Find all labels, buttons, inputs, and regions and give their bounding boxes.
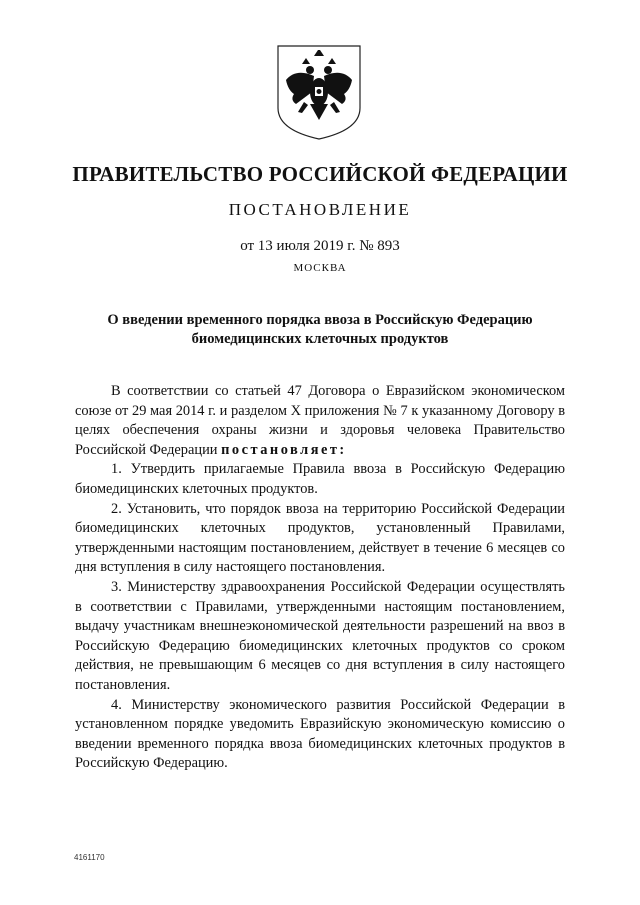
- decree-title: [60, 311, 580, 349]
- resolves-keyword: постановляет:: [221, 441, 347, 458]
- item-paragraph: 1. Утвердить прилагаемые Правила ввоза в Российскую Федерацию биомедицинских клеточных продуктов.: [75, 461, 565, 497]
- item-paragraph: 2. Установить, что порядок ввоза на территорию Российской Федерации биомедицинских клеточных продуктов, установленный Правилами, утвержденными настоящим постановлением, действует в течение 6 месяцев со дня вступления в силу настоящего постановления.: [75, 500, 565, 576]
- decree-title-line: биомедицинских клеточных продуктов: [191, 331, 449, 347]
- item-paragraph: 3. Министерству здравоохранения Российской Федерации осуществлять в соответствии с Правилами, утвержденными настоящим постановлением, выдачу участникам внешнеэкономической деятельности разрешений на ввоз в Российскую Федерацию биомедицинских клеточных продуктов со сроком действия, не превышающим 6 месяцев со дня вступления в силу настоящего постановления.: [75, 578, 565, 693]
- decree-body: [75, 382, 565, 774]
- government-heading: ПРАВИТЕЛЬСТВО РОССИЙСКОЙ ФЕДЕРАЦИИ: [72, 162, 568, 186]
- decree-date-number: от 13 июля 2019 г. № 893: [240, 238, 400, 254]
- decree-heading: ПОСТАНОВЛЕНИЕ: [228, 200, 412, 219]
- decree-title-line: О введении временного порядка ввоза в Российскую Федерацию: [107, 312, 533, 328]
- preamble-paragraph: [75, 382, 565, 460]
- item-paragraph: 4. Министерству экономического развития Российской Федерации в установленном порядке уведомить Евразийскую экономическую комиссию о введении временного порядка ввоза биомедицинских клеточных продуктов в Российскую Федерацию.: [75, 696, 565, 772]
- decree-city: МОСКВА: [293, 262, 347, 274]
- document-code: 4161170: [74, 853, 105, 862]
- russian-coat-of-arms-icon: [274, 42, 364, 142]
- preamble-text: В соответствии со статьей 47 Договора о Евразийском экономическом союзе от 29 мая 2014 г. и разделом X приложения № 7 к указанному Договору в целях обеспечения охраны жизни и здоровья человека Правительство Российской Федерации: [75, 383, 565, 458]
